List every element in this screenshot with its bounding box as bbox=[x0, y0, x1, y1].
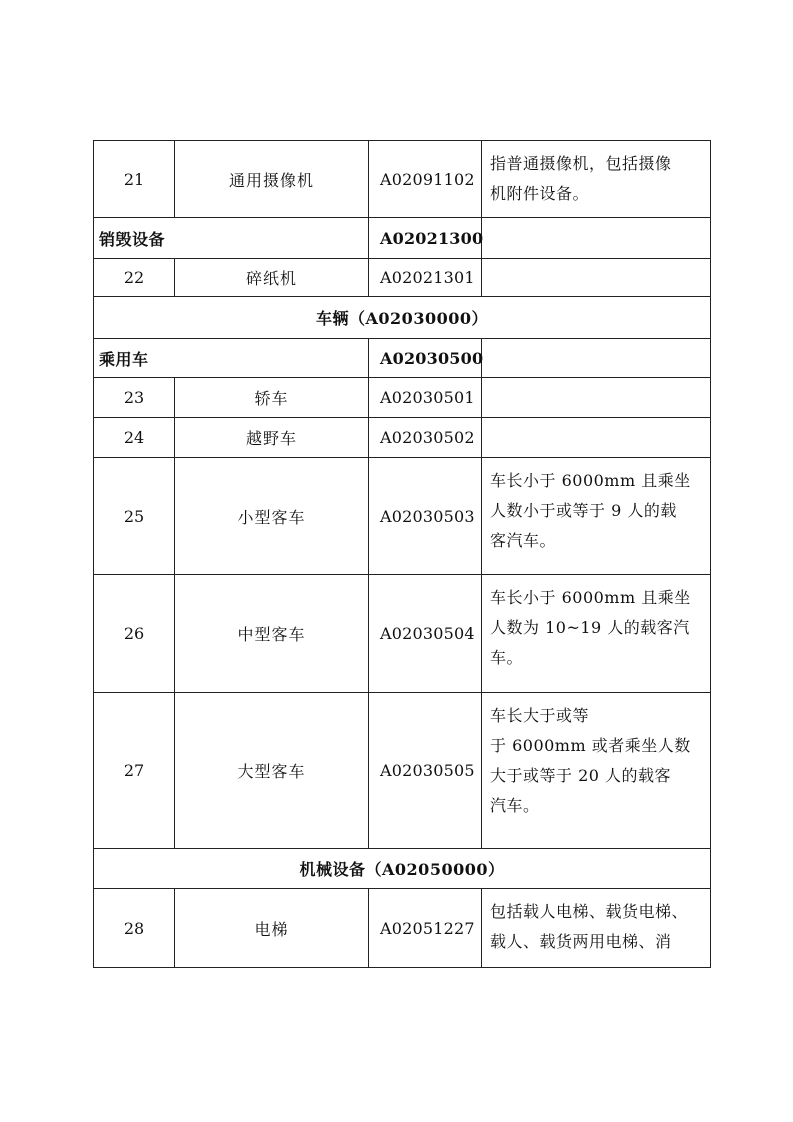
category-code: A02030500 bbox=[369, 339, 482, 378]
table-row bbox=[94, 378, 711, 418]
empty-cell bbox=[482, 259, 711, 297]
item-name: 轿车 bbox=[175, 378, 369, 418]
empty-cell bbox=[482, 378, 711, 418]
description-line: 车长小于 6000mm 且乘坐 bbox=[490, 471, 691, 490]
table-row bbox=[94, 418, 711, 458]
item-number: 26 bbox=[94, 575, 175, 693]
item-name: 中型客车 bbox=[175, 575, 369, 693]
section-row bbox=[94, 849, 711, 889]
item-name: 越野车 bbox=[175, 418, 369, 458]
item-number: 28 bbox=[94, 889, 175, 968]
description-line: 于 6000mm 或者乘坐人数 bbox=[490, 736, 691, 755]
table-row bbox=[94, 259, 711, 297]
description-line: 人数小于或等于 9 人的载 bbox=[490, 501, 677, 520]
description-line: 汽车。 bbox=[490, 796, 540, 815]
item-code: A02051227 bbox=[369, 889, 482, 968]
item-number: 25 bbox=[94, 458, 175, 575]
table-row bbox=[94, 693, 711, 849]
item-name: 小型客车 bbox=[175, 458, 369, 575]
item-code: A02030504 bbox=[369, 575, 482, 693]
category-row bbox=[94, 339, 711, 378]
item-code: A02030503 bbox=[369, 458, 482, 575]
table-row bbox=[94, 889, 711, 968]
item-number: 23 bbox=[94, 378, 175, 418]
item-description bbox=[482, 889, 711, 968]
item-code: A02021301 bbox=[369, 259, 482, 297]
description-line: 客汽车。 bbox=[490, 531, 557, 550]
description-line: 车长小于 6000mm 且乘坐 bbox=[490, 588, 691, 607]
section-title: 车辆（A02030000） bbox=[94, 297, 711, 339]
item-name: 电梯 bbox=[175, 889, 369, 968]
description-line: 机附件设备。 bbox=[490, 184, 590, 203]
section-title: 机械设备（A02050000） bbox=[94, 849, 711, 889]
category-row bbox=[94, 218, 711, 259]
equipment-catalog-table bbox=[93, 140, 711, 968]
table-row bbox=[94, 575, 711, 693]
item-name: 大型客车 bbox=[175, 693, 369, 849]
item-code: A02091102 bbox=[369, 141, 482, 218]
description-line: 大于或等于 20 人的载客 bbox=[490, 766, 672, 785]
item-code: A02030505 bbox=[369, 693, 482, 849]
item-number: 27 bbox=[94, 693, 175, 849]
description-line: 指普通摄像机，包括摄像 bbox=[490, 154, 672, 173]
item-code: A02030501 bbox=[369, 378, 482, 418]
item-description bbox=[482, 458, 711, 575]
empty-cell bbox=[482, 418, 711, 458]
item-name: 碎纸机 bbox=[175, 259, 369, 297]
section-row bbox=[94, 297, 711, 339]
table-row bbox=[94, 141, 711, 218]
category-name: 销毁设备 bbox=[94, 218, 369, 259]
description-line: 包括载人电梯、载货电梯、 bbox=[490, 902, 689, 921]
description-line: 人数为 10~19 人的载客汽 bbox=[490, 618, 690, 637]
table-row bbox=[94, 458, 711, 575]
item-number: 21 bbox=[94, 141, 175, 218]
category-code: A02021300 bbox=[369, 218, 482, 259]
item-number: 24 bbox=[94, 418, 175, 458]
empty-cell bbox=[482, 218, 711, 259]
item-description bbox=[482, 141, 711, 218]
description-line: 车长大于或等 bbox=[490, 706, 590, 725]
item-code: A02030502 bbox=[369, 418, 482, 458]
category-name: 乘用车 bbox=[94, 339, 369, 378]
empty-cell bbox=[482, 339, 711, 378]
description-line: 载人、载货两用电梯、消 bbox=[490, 932, 672, 951]
item-description bbox=[482, 575, 711, 693]
item-name: 通用摄像机 bbox=[175, 141, 369, 218]
description-line: 车。 bbox=[490, 648, 524, 667]
item-number: 22 bbox=[94, 259, 175, 297]
item-description bbox=[482, 693, 711, 849]
